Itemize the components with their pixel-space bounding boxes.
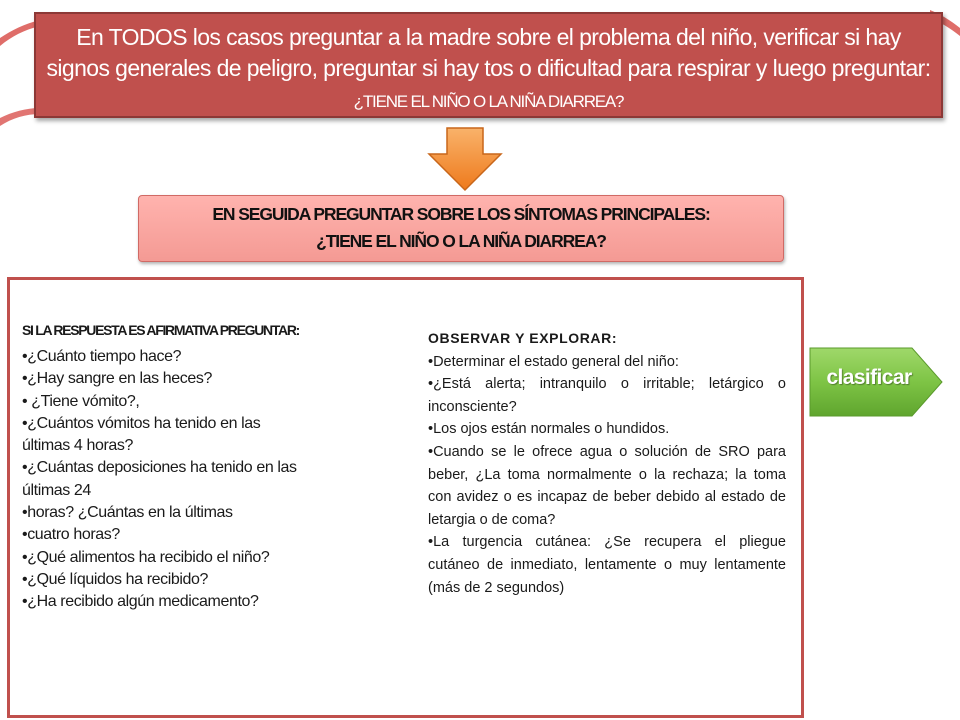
- question-item: • ¿Tiene vómito?,: [22, 392, 140, 410]
- assessment-panel: [7, 277, 804, 718]
- observe-explore-column: [428, 327, 786, 599]
- down-arrow-icon: [425, 126, 505, 192]
- question-item: •¿Cuántas deposiciones ha tenido en las últimas 24: [22, 459, 297, 499]
- question-item: •¿Qué líquidos ha recibido?: [22, 570, 209, 588]
- main-symptoms-box: [138, 195, 784, 262]
- question-item: •cuatro horas?: [22, 526, 120, 544]
- observation-item: •Determinar el estado general del niño:: [428, 353, 679, 370]
- question-item: •¿Hay sangre en las heces?: [22, 370, 212, 388]
- classify-label: clasificar: [826, 366, 912, 389]
- ask-questions-heading: SI LA RESPUESTA ES AFIRMATIVA PREGUNTAR:: [22, 322, 300, 338]
- ask-questions-column: [22, 318, 307, 614]
- question-item: •¿Qué alimentos ha recibido el niño?: [22, 548, 270, 566]
- observation-item: •La turgencia cutánea: ¿Se recupera el pliegue cutáneo de inmediato, lentamente o muy lentamente (más de 2 segundos): [428, 534, 786, 596]
- main-symptoms-question: ¿TIENE EL NIÑO O LA NIÑA DIARREA?: [316, 231, 606, 251]
- observation-item: •Los ojos están normales o hundidos.: [428, 421, 670, 438]
- question-item: •¿Cuánto tiempo hace?: [22, 348, 182, 365]
- observation-item: •¿Está alerta; intranquilo o irritable; letárgico o inconsciente?: [428, 376, 786, 415]
- intro-instruction-text: En TODOS los casos preguntar a la madre sobre el problema del niño, verificar si hay signos generales de peligro, preguntar si hay tos o dificultad para respirar y luego preguntar:: [46, 24, 931, 81]
- intro-question-text: ¿TIENE EL NIÑO O LA NIÑA DIARREA?: [353, 92, 624, 111]
- question-item: •¿Ha recibido algún medicamento?: [22, 593, 259, 611]
- observe-explore-heading: OBSERVAR Y EXPLORAR:: [428, 330, 618, 346]
- intro-instruction-box: [34, 12, 943, 118]
- question-item: •horas? ¿Cuántas en la últimas: [22, 504, 233, 522]
- observation-item: •Cuando se le ofrece agua o solución de SRO para beber, ¿La toma normalmente o la rechaza; la toma con avidez o es incapaz de beber debido al estado de letargia o de coma?: [428, 443, 786, 528]
- main-symptoms-heading: EN SEGUIDA PREGUNTAR SOBRE LOS SÍNTOMAS PRINCIPALES:: [212, 204, 710, 224]
- question-item: •¿Cuántos vómitos ha tenido en las últimas 4 horas?: [22, 414, 261, 455]
